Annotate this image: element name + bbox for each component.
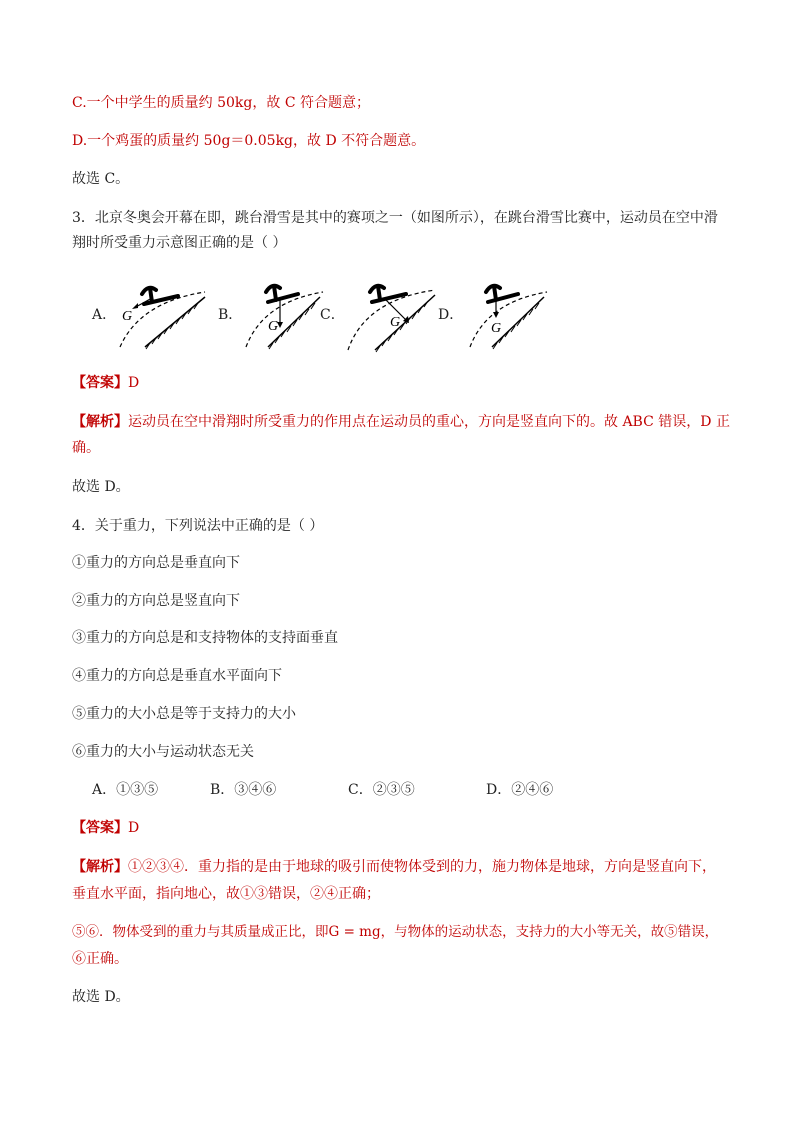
q4-analysis-text1: ①②③④．重力指的是由于地球的吸引而使物体受到的力，施力物体是地球，方向是竖直向下， (128, 859, 716, 875)
q3-option-a-figure (110, 272, 215, 352)
q3-option-b-figure (238, 272, 328, 352)
q4-option-c: C．②③⑤ (348, 782, 415, 798)
q3-option-c-g: G (390, 315, 401, 330)
q3-stem-line2: 翔时所受重力示意图正确的是（ ） (72, 235, 287, 251)
q3-stem-line1: 3．北京冬奥会开幕在即，跳台滑雪是其中的赛项之一（如图所示），在跳台滑雪比赛中，运动员在空中滑 (72, 210, 718, 226)
q3-analysis-line2: 确。 (72, 440, 100, 456)
q3-analysis-tag: 【解析】 (72, 414, 128, 430)
q2-option-d-explanation: D.一个鸡蛋的质量约 50g＝0.05kg，故 D 不符合题意。 (72, 133, 426, 149)
q4-answer-value: D (128, 820, 140, 836)
q3-option-c-figure (340, 270, 440, 355)
q3-option-b-g: G (268, 319, 279, 334)
q3-option-d-label: D． (438, 307, 464, 323)
q4-answer (72, 818, 139, 838)
q4-answer-tag: 【答案】 (72, 820, 128, 836)
q3-option-c-label: C． (320, 307, 345, 323)
q3-answer-tag: 【答案】 (72, 375, 128, 391)
q4-analysis-line3: ⑤⑥．物体受到的重力与其质量成正比，即G = mg，与物体的运动状态，支持力的大小等无关，故⑤错误， (72, 924, 719, 940)
q4-statement-5: ⑤重力的大小总是等于支持力的大小 (72, 706, 296, 722)
q3-option-d-figure (462, 272, 552, 352)
q3-option-a-g: G (122, 309, 133, 324)
q4-statement-2: ②重力的方向总是竖直向下 (72, 593, 240, 609)
q4-stem: 4．关于重力，下列说法中正确的是（ ） (72, 518, 324, 534)
q4-analysis-line1 (72, 857, 716, 877)
q3-analysis-line1 (72, 412, 730, 432)
q4-option-b: B．③④⑥ (210, 782, 277, 798)
q4-statement-4: ④重力的方向总是垂直水平面向下 (72, 668, 282, 684)
q4-analysis-tag: 【解析】 (72, 859, 128, 875)
q2-option-c-explanation: C.一个中学生的质量约 50kg，故 C 符合题意； (72, 95, 370, 111)
q3-answer-value: D (128, 375, 140, 391)
q4-conclusion: 故选 D。 (72, 989, 130, 1005)
q2-conclusion: 故选 C。 (72, 171, 130, 187)
q3-option-b-label: B． (218, 307, 243, 323)
q3-conclusion: 故选 D。 (72, 479, 130, 495)
q4-option-d: D．②④⑥ (486, 782, 554, 798)
q4-statement-6: ⑥重力的大小与运动状态无关 (72, 744, 254, 760)
q4-analysis-line2: 垂直水平面，指向地心，故①③错误，②④正确； (72, 886, 380, 902)
q3-analysis-text1: 运动员在空中滑翔时所受重力的作用点在运动员的重心，方向是竖直向下的。故 ABC 错误，D 正 (128, 414, 730, 430)
q3-option-d-g: G (491, 321, 502, 336)
q3-answer (72, 373, 139, 393)
q4-statement-1: ①重力的方向总是垂直向下 (72, 555, 240, 571)
q3-option-a-label: A． (92, 307, 117, 323)
q4-option-a: A．①③⑤ (92, 782, 159, 798)
q4-analysis-line4: ⑥正确。 (72, 951, 128, 967)
q4-statement-3: ③重力的方向总是和支持物体的支持面垂直 (72, 630, 338, 646)
